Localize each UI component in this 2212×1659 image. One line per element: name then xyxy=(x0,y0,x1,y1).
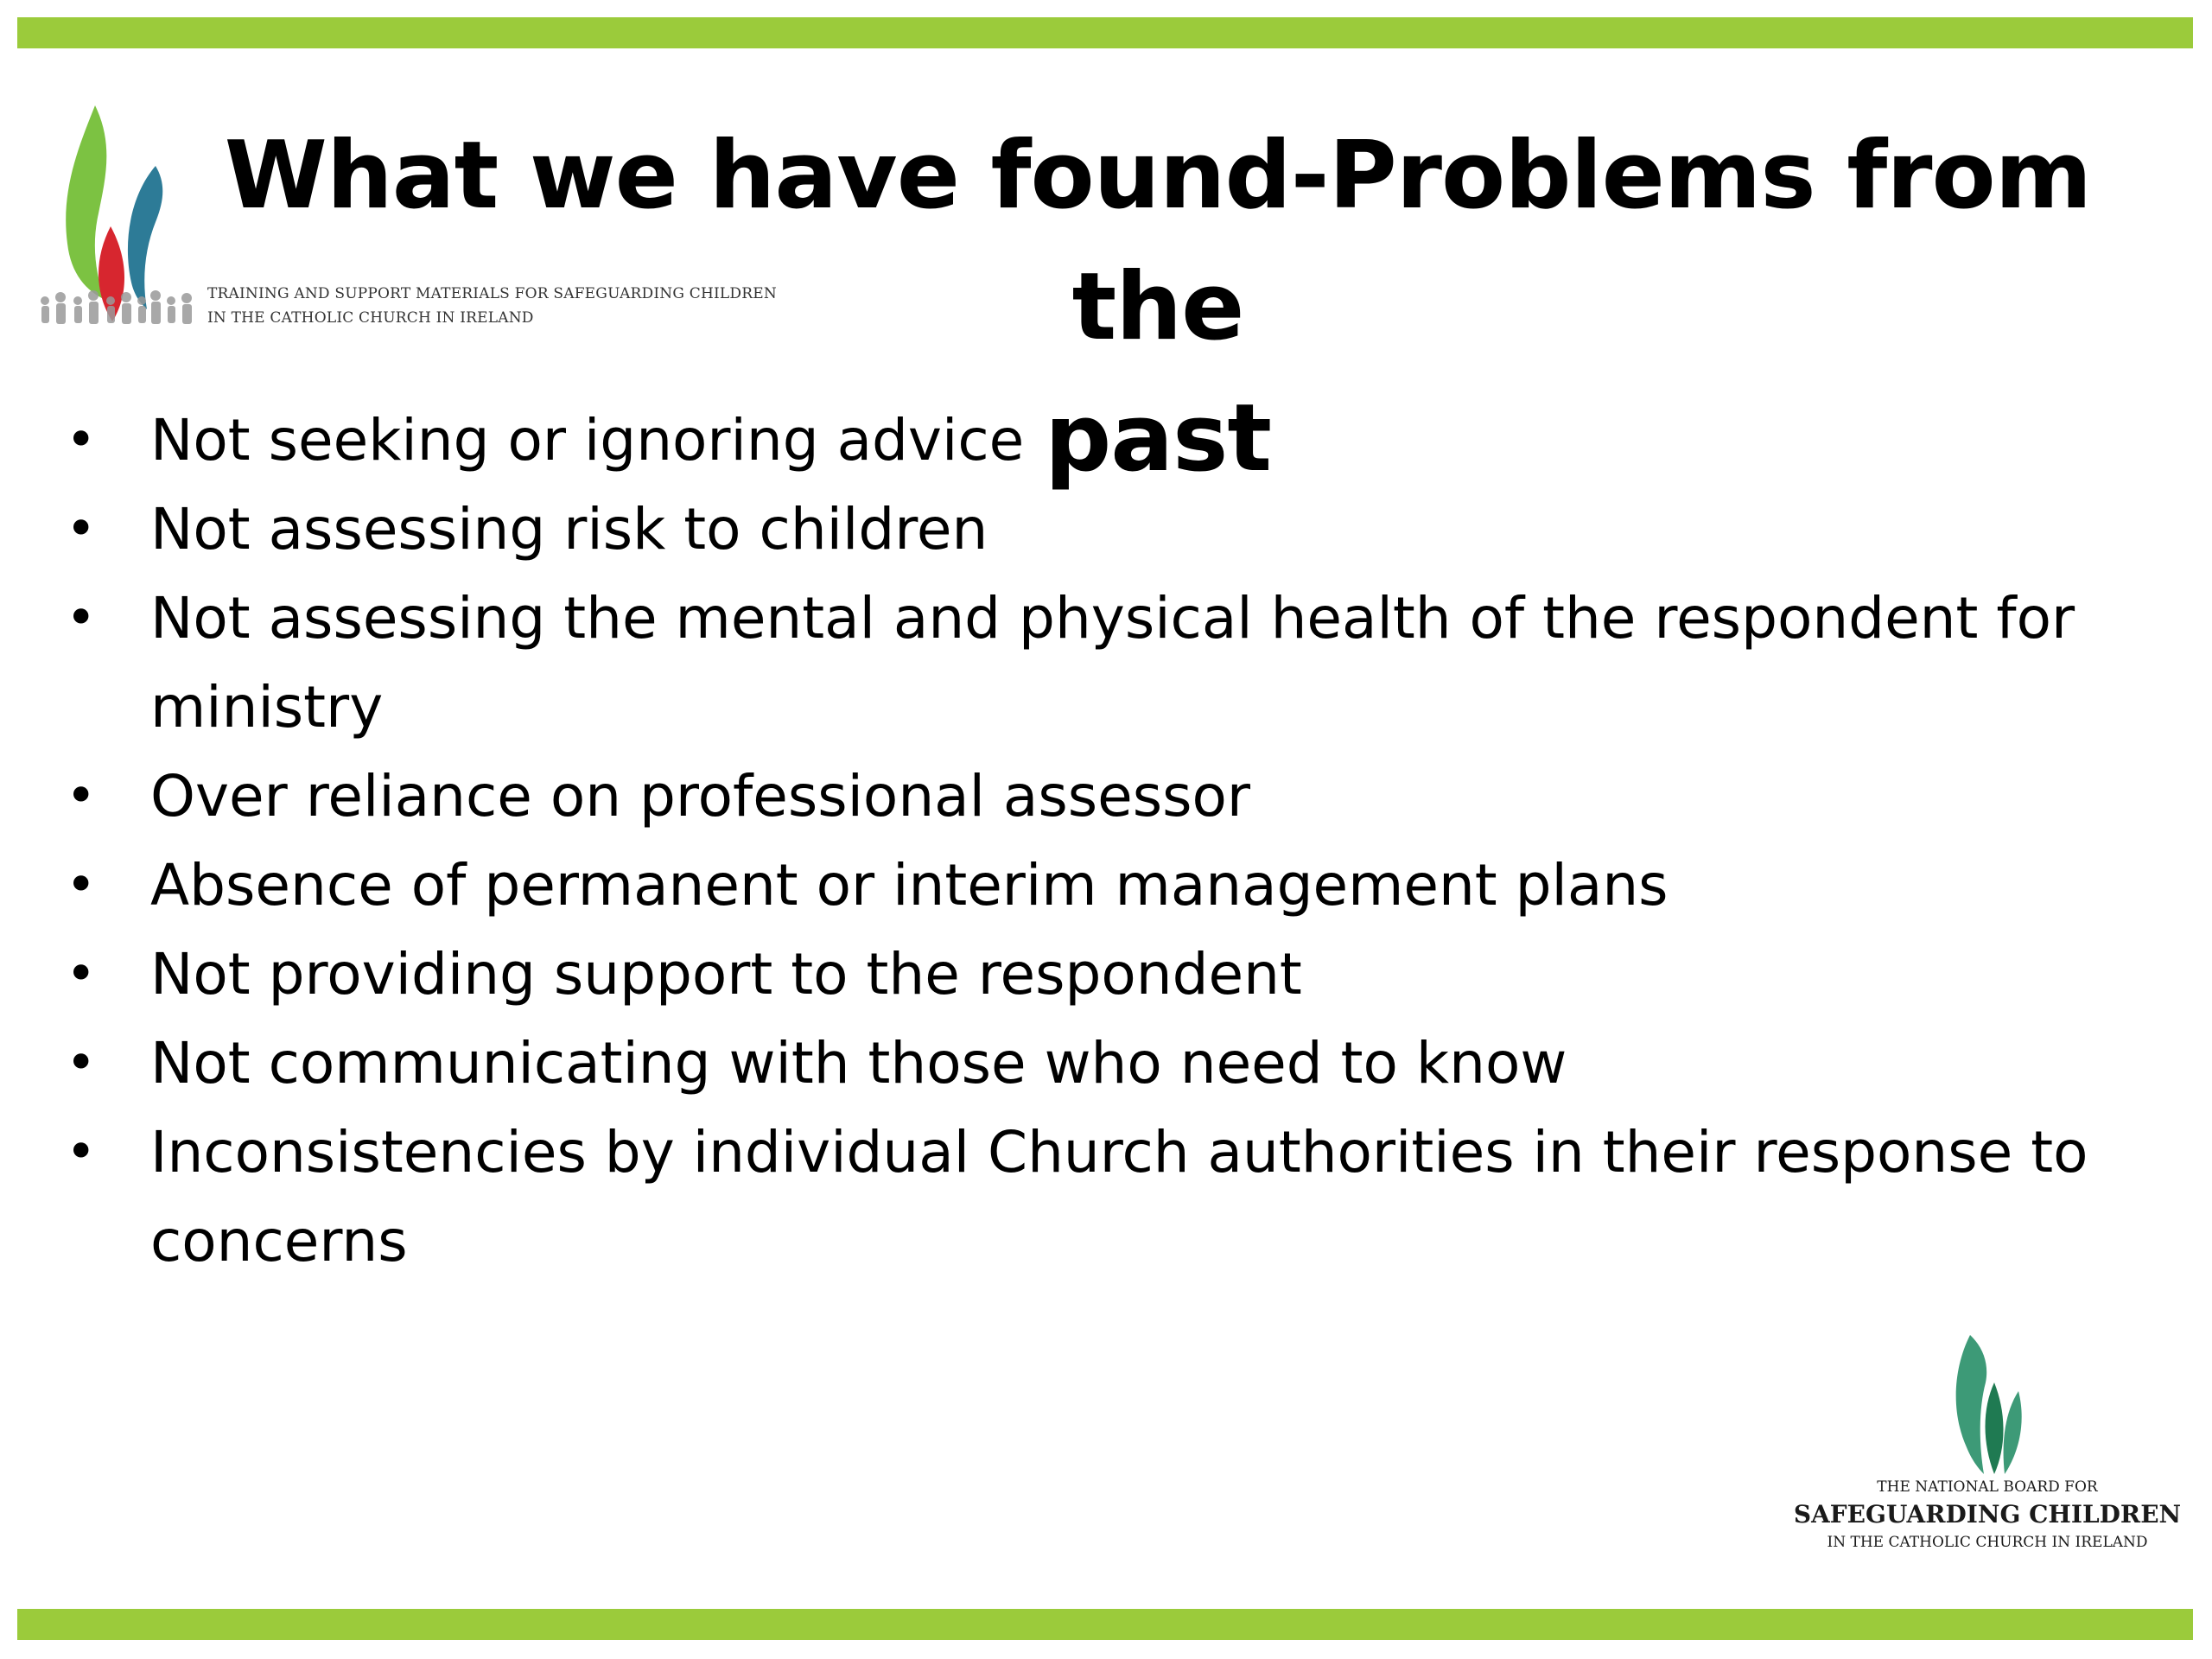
slide-title-line-2: past xyxy=(1044,385,1272,493)
bullet-dot-icon: • xyxy=(66,499,97,559)
top-green-bar xyxy=(17,17,2193,48)
slide-title-line-1: What we have found-Problems from the xyxy=(224,122,2092,361)
bullet-text: Not communicating with those who need to know xyxy=(150,1030,1567,1096)
bullet-item xyxy=(60,1019,2186,1108)
bullet-text: Inconsistencies by individual Church authorities in their response to concerns xyxy=(150,1119,2088,1274)
bullet-text: Absence of permanent or interim management plans xyxy=(150,852,1669,918)
bullet-dot-icon: • xyxy=(66,855,97,915)
bullet-text: Not assessing risk to children xyxy=(150,496,988,563)
bottom-green-bar xyxy=(17,1609,2193,1640)
header-logo-line-2: IN THE CATHOLIC CHURCH IN IRELAND xyxy=(207,309,534,327)
bullet-item xyxy=(60,396,2186,485)
bullet-dot-icon: • xyxy=(66,1033,97,1093)
bullet-item xyxy=(60,574,2186,752)
footer-logo-line-3: IN THE CATHOLIC CHURCH IN IRELAND xyxy=(1827,1534,2148,1551)
footer-logo-line-2: SAFEGUARDING CHILDREN xyxy=(1793,1500,2182,1529)
bullet-text: Not assessing the mental and physical health of the respondent for ministry xyxy=(150,585,2075,741)
bullet-item xyxy=(60,752,2186,841)
bullet-dot-icon: • xyxy=(66,588,97,648)
bullet-dot-icon: • xyxy=(66,766,97,826)
flame-children-logo-icon xyxy=(35,97,207,339)
bullet-list xyxy=(60,396,2186,1286)
bullet-item xyxy=(60,485,2186,574)
green-flame-logo-icon xyxy=(1944,1331,2031,1478)
bullet-item xyxy=(60,841,2186,930)
bullet-text: Over reliance on professional assessor xyxy=(150,763,1251,830)
footer-logo-caption xyxy=(1789,1476,2186,1554)
bullet-item xyxy=(60,1108,2186,1286)
bullet-dot-icon: • xyxy=(66,410,97,470)
bullet-dot-icon: • xyxy=(66,1122,97,1182)
bullet-text: Not seeking or ignoring advice xyxy=(150,407,1025,474)
footer-logo-line-1: THE NATIONAL BOARD FOR xyxy=(1877,1478,2098,1496)
bullet-dot-icon: • xyxy=(66,944,97,1004)
bullet-item xyxy=(60,930,2186,1019)
header-logo-line-1: TRAINING AND SUPPORT MATERIALS FOR SAFEGUARDING CHILDREN xyxy=(207,285,777,302)
bullet-text: Not providing support to the respondent xyxy=(150,941,1302,1007)
